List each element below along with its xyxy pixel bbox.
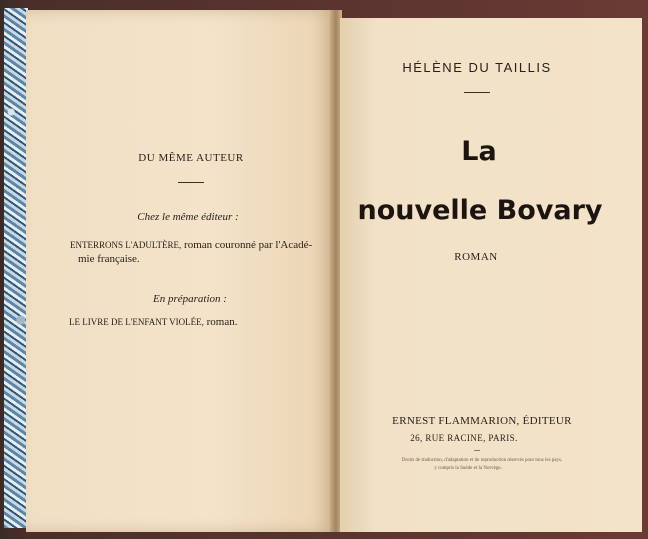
in-preparation-label: En préparation :: [153, 293, 227, 305]
small-rule: [474, 450, 480, 451]
work-2-description: roman.: [206, 316, 238, 328]
rights-line-2: y compris la Suède et la Norvège.: [434, 466, 502, 471]
title-line-1: La: [461, 136, 497, 167]
work-2-line: [69, 316, 237, 328]
left-page: [26, 10, 332, 532]
divider-rule: [178, 182, 204, 183]
work-1-description: roman couronné par l'Acadé-: [184, 239, 313, 251]
rights-line-1: Droits de traduction, d'adaptation et de reproduction réservés pour tous les pays,: [401, 458, 563, 463]
work-1-line-1: [70, 239, 312, 251]
genre-label: ROMAN: [454, 251, 498, 263]
title-line-2: nouvelle Bovary: [357, 195, 603, 226]
publisher-address: 26, RUE RACINE, PARIS.: [410, 433, 518, 443]
author-name: HÉLÈNE DU TAILLIS: [402, 60, 552, 75]
same-publisher-label: Chez le même éditeur :: [137, 211, 239, 223]
work-1-line-2: mie française.: [78, 253, 140, 265]
heading-du-meme-auteur: DU MÊME AUTEUR: [138, 152, 244, 164]
work-1-title: ENTERRONS L'ADULTÈRE,: [70, 240, 182, 250]
work-2-title: LE LIVRE DE L'ENFANT VIOLÉE,: [69, 317, 204, 327]
publisher-name: ERNEST FLAMMARION, ÉDITEUR: [392, 415, 572, 427]
right-page: [340, 18, 642, 532]
author-rule: [464, 92, 490, 93]
